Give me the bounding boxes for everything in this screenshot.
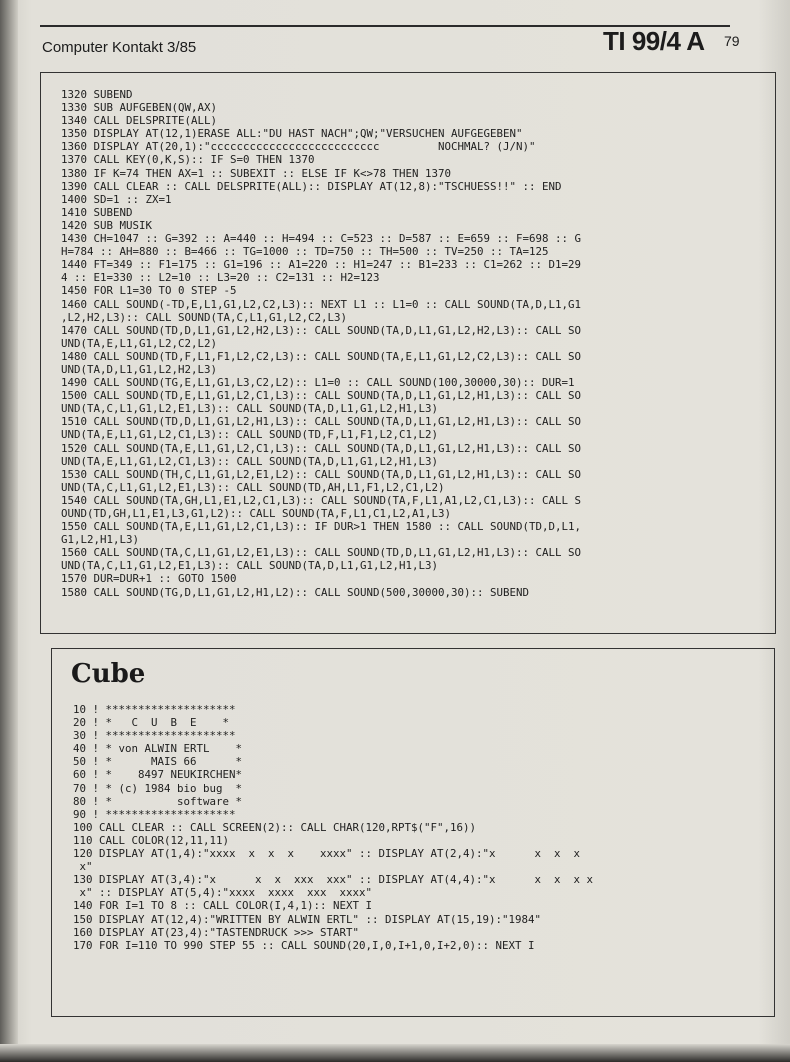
code-line: 140 FOR I=1 TO 8 :: CALL COLOR(I,4,1):: NEXT I: [73, 899, 373, 913]
code-line: UND(TA,E,L1,G1,L2,C1,L3):: CALL SOUND(TA,D,L1,G1,L2,H1,L3): [61, 454, 439, 468]
code-line: 1530 CALL SOUND(TH,C,L1,G1,L2,E1,L2):: CALL SOUND(TA,D,L1,G1,L2,H1,L3):: CALL SO: [61, 467, 582, 481]
code-listing-cube: [73, 703, 593, 952]
code-line: 1460 CALL SOUND(-TD,E,L1,G1,L2,C2,L3):: NEXT L1 :: L1=0 :: CALL SOUND(TA,D,L1,G1: [61, 297, 582, 311]
program-title: Cube: [71, 659, 146, 689]
code-listing-musik: [61, 88, 581, 599]
code-line: 1410 SUBEND: [61, 205, 133, 219]
code-line: 70 ! * (c) 1984 bio bug *: [73, 781, 243, 795]
listing-box-musik: [40, 72, 776, 634]
code-line: UND(TA,C,L1,G1,L2,E1,L3):: CALL SOUND(TA,D,L1,G1,L2,H1,L3): [61, 402, 439, 416]
code-line: 50 ! * MAIS 66 *: [73, 755, 243, 769]
code-line: 1420 SUB MUSIK: [61, 218, 153, 232]
code-line: 10 ! ********************: [73, 703, 236, 716]
code-line: 1360 DISPLAY AT(20,1):"cccccccccccccccccccccccccc NOCHMAL? (J/N)": [61, 140, 536, 154]
code-line: UND(TA,D,L1,G1,L2,H2,L3): [61, 362, 218, 376]
code-line: 1340 CALL DELSPRITE(ALL): [61, 114, 218, 128]
page-number: 79: [724, 33, 740, 49]
code-line: 60 ! * 8497 NEUKIRCHEN*: [73, 768, 243, 782]
code-line: ,L2,H2,L3):: CALL SOUND(TA,C,L1,G1,L2,C2,L3): [61, 310, 348, 324]
code-line: 1490 CALL SOUND(TG,E,L1,G1,L3,C2,L2):: L1=0 :: CALL SOUND(100,30000,30):: DUR=1: [61, 376, 575, 390]
code-line: 20 ! * C U B E *: [73, 716, 230, 730]
code-line: 1520 CALL SOUND(TA,E,L1,G1,L2,C1,L3):: CALL SOUND(TA,D,L1,G1,L2,H1,L3):: CALL SO: [61, 441, 582, 455]
code-line: OUND(TD,GH,L1,E1,L3,G1,L2):: CALL SOUND(TA,F,L1,C1,L2,A1,L3): [61, 507, 452, 520]
code-line: 1480 CALL SOUND(TD,F,L1,F1,L2,C2,L3):: CALL SOUND(TA,E,L1,G1,L2,C2,L3):: CALL SO: [61, 349, 582, 363]
code-line: x": [73, 860, 93, 874]
listing-box-cube: [51, 648, 775, 1017]
code-line: 90 ! ********************: [73, 807, 236, 821]
code-line: 1350 DISPLAY AT(12,1)ERASE ALL:"DU HAST NACH";QW;"VERSUCHEN AUFGEGEBEN": [61, 127, 523, 141]
code-line: 120 DISPLAY AT(1,4):"xxxx x x x xxxx" :: DISPLAY AT(2,4):"x x x x: [73, 847, 581, 861]
magazine-issue: Computer Kontakt 3/85: [42, 39, 197, 56]
code-line: H=784 :: AH=880 :: B=466 :: TG=1000 :: TD=750 :: TH=500 :: TV=250 :: TA=125: [61, 245, 549, 259]
code-line: 1440 FT=349 :: F1=175 :: G1=196 :: A1=220 :: H1=247 :: B1=233 :: C1=262 :: D1=29: [61, 258, 582, 272]
code-line: 110 CALL COLOR(12,11,11): [73, 833, 230, 847]
code-line: 130 DISPLAY AT(3,4):"x x x xxx xxx" :: DISPLAY AT(4,4):"x x x x x: [73, 873, 594, 887]
code-line: 1540 CALL SOUND(TA,GH,L1,E1,L2,C1,L3):: CALL SOUND(TA,F,L1,A1,L2,C1,L3):: CALL S: [61, 493, 582, 507]
code-line: 170 FOR I=110 TO 990 STEP 55 :: CALL SOUND(20,I,0,I+1,0,I+2,0):: NEXT I: [73, 938, 535, 952]
code-line: 1450 FOR L1=30 TO 0 STEP -5: [61, 284, 237, 298]
code-line: 1370 CALL KEY(0,K,S):: IF S=0 THEN 1370: [61, 153, 315, 167]
code-line: 1510 CALL SOUND(TD,D,L1,G1,L2,H1,L3):: CALL SOUND(TA,D,L1,G1,L2,H1,L3):: CALL SO: [61, 415, 582, 429]
code-line: 160 DISPLAY AT(23,4):"TASTENDRUCK >>> START": [73, 925, 360, 939]
code-line: 80 ! * software *: [73, 794, 243, 808]
code-line: 1580 CALL SOUND(TG,D,L1,G1,L2,H1,L2):: CALL SOUND(500,30000,30):: SUBEND: [61, 585, 530, 599]
code-line: 1320 SUBEND: [61, 88, 133, 101]
code-line: 150 DISPLAY AT(12,4):"WRITTEN BY ALWIN ERTL" :: DISPLAY AT(15,19):"1984": [73, 912, 542, 926]
code-line: 1430 CH=1047 :: G=392 :: A=440 :: H=494 :: C=523 :: D=587 :: E=659 :: F=698 :: G: [61, 232, 582, 246]
page-bottom-shadow: [0, 1044, 790, 1062]
code-line: UND(TA,E,L1,G1,L2,C2,L2): [61, 336, 218, 350]
code-line: 30 ! ********************: [73, 729, 236, 743]
code-line: 1560 CALL SOUND(TA,C,L1,G1,L2,E1,L3):: CALL SOUND(TD,D,L1,G1,L2,H1,L3):: CALL SO: [61, 546, 582, 560]
code-line: 4 :: E1=330 :: L2=10 :: L3=20 :: C2=131 :: H2=123: [61, 271, 380, 285]
code-line: 1550 CALL SOUND(TA,E,L1,G1,L2,C1,L3):: IF DUR>1 THEN 1580 :: CALL SOUND(TD,D,L1,: [61, 520, 582, 534]
section-title: TI 99/4 A: [603, 26, 705, 56]
code-line: 1470 CALL SOUND(TD,D,L1,G1,L2,H2,L3):: CALL SOUND(TA,D,L1,G1,L2,H2,L3):: CALL SO: [61, 323, 582, 337]
code-line: UND(TA,C,L1,G1,L2,E1,L3):: CALL SOUND(TD,AH,L1,F1,L2,C1,L2): [61, 480, 445, 494]
code-line: 1390 CALL CLEAR :: CALL DELSPRITE(ALL):: DISPLAY AT(12,8):"TSCHUESS!!" :: END: [61, 179, 562, 193]
code-line: 1330 SUB AUFGEBEN(QW,AX): [61, 101, 218, 115]
code-line: 1500 CALL SOUND(TD,E,L1,G1,L2,C1,L3):: CALL SOUND(TA,D,L1,G1,L2,H1,L3):: CALL SO: [61, 389, 582, 403]
code-line: 1570 DUR=DUR+1 :: GOTO 1500: [61, 572, 237, 586]
code-line: 100 CALL CLEAR :: CALL SCREEN(2):: CALL CHAR(120,RPT$("F",16)): [73, 820, 477, 834]
code-line: 40 ! * von ALWIN ERTL *: [73, 742, 243, 756]
page-gutter-shadow: [0, 0, 18, 1062]
code-line: x" :: DISPLAY AT(5,4):"xxxx xxxx xxx xxxx": [73, 886, 373, 900]
code-line: UND(TA,E,L1,G1,L2,C1,L3):: CALL SOUND(TD,F,L1,F1,L2,C1,L2): [61, 428, 439, 442]
code-line: G1,L2,H1,L3): [61, 533, 140, 547]
code-line: UND(TA,C,L1,G1,L2,E1,L3):: CALL SOUND(TA,D,L1,G1,L2,H1,L3): [61, 559, 439, 573]
code-line: 1400 SD=1 :: ZX=1: [61, 192, 172, 206]
code-line: 1380 IF K=74 THEN AX=1 :: SUBEXIT :: ELSE IF K<>78 THEN 1370: [61, 166, 452, 180]
